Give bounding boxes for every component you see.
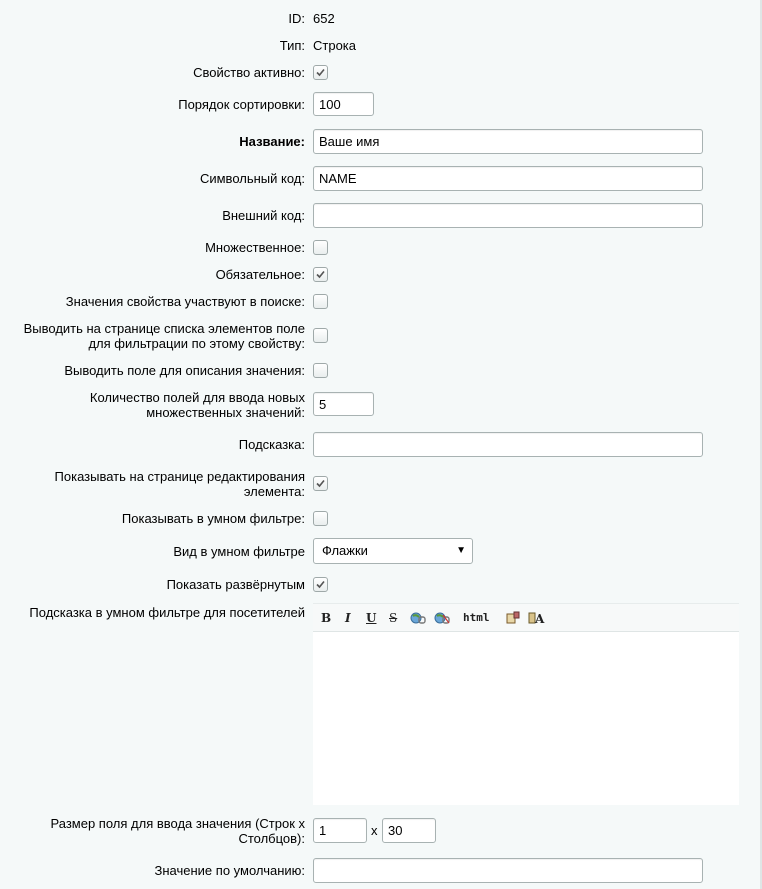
size-cols-input[interactable]: [382, 818, 436, 843]
type-value: Строка: [313, 38, 357, 53]
multiple-label: Множественное:: [205, 240, 305, 255]
show-expanded-label: Показать развёрнутым: [166, 577, 305, 592]
hint-input[interactable]: [313, 432, 703, 457]
active-label: Свойство активно:: [193, 65, 305, 80]
hint-label: Подсказка:: [238, 437, 305, 452]
filtrable-label-line2: для фильтрации по этому свойству:: [88, 336, 305, 351]
code-input[interactable]: [313, 166, 703, 191]
name-input[interactable]: [313, 129, 703, 154]
filter-hint-label: Подсказка в умном фильтре для посетителей: [29, 605, 305, 620]
size-label-line1: Размер поля для ввода значения (Строк х: [50, 816, 305, 831]
multiple-cnt-input[interactable]: [313, 392, 374, 416]
smart-filter-view-select[interactable]: [313, 538, 473, 564]
format-paint-icon[interactable]: [505, 611, 521, 625]
filtrable-label-line1: Выводить на странице списка элементов поле: [23, 321, 305, 336]
with-description-label: Выводить поле для описания значения:: [64, 363, 305, 378]
filtrable-checkbox[interactable]: [313, 328, 328, 343]
text-color-icon[interactable]: [528, 611, 545, 625]
italic-icon[interactable]: I: [345, 611, 351, 625]
sort-input[interactable]: [313, 92, 374, 116]
default-value-input[interactable]: [313, 858, 703, 883]
active-checkbox[interactable]: [313, 65, 328, 80]
multiple-cnt-label-line1: Количество полей для ввода новых: [89, 390, 305, 405]
bold-icon[interactable]: B: [321, 611, 332, 625]
size-separator: х: [371, 823, 378, 838]
svg-text:A: A: [535, 612, 545, 625]
default-value-label: Значение по умолчанию:: [154, 863, 305, 878]
size-label-line2: Столбцов):: [238, 831, 305, 846]
checkmark-icon: [315, 269, 326, 280]
sort-label: Порядок сортировки:: [178, 97, 305, 112]
xml-id-label: Внешний код:: [222, 208, 305, 223]
checkmark-icon: [315, 478, 326, 489]
id-label: ID:: [288, 11, 305, 26]
smart-filter-checkbox[interactable]: [313, 511, 328, 526]
checkmark-icon: [315, 579, 326, 590]
size-rows-input[interactable]: [313, 818, 367, 843]
searchable-checkbox[interactable]: [313, 294, 328, 309]
smart-filter-view-label: Вид в умном фильтре: [173, 544, 305, 559]
insert-link-icon[interactable]: [410, 611, 426, 625]
strikethrough-icon[interactable]: S: [389, 611, 398, 625]
show-on-edit-label-line1: Показывать на странице редактирования: [54, 469, 305, 484]
underline-icon[interactable]: U: [366, 611, 377, 625]
required-checkbox[interactable]: [313, 267, 328, 282]
show-on-edit-label-line2: элемента:: [243, 484, 305, 499]
remove-link-icon[interactable]: [434, 611, 450, 625]
required-label: Обязательное:: [215, 267, 305, 282]
smart-filter-view-selected: Флажки: [322, 543, 368, 558]
dropdown-arrow-icon: ▼: [456, 545, 466, 556]
checkmark-icon: [315, 67, 326, 78]
show-on-edit-checkbox[interactable]: [313, 476, 328, 491]
id-value: 652: [313, 11, 335, 26]
multiple-checkbox[interactable]: [313, 240, 328, 255]
xml-id-input[interactable]: [313, 203, 703, 228]
with-description-checkbox[interactable]: [313, 363, 328, 378]
show-expanded-checkbox[interactable]: [313, 577, 328, 592]
type-label: Тип:: [279, 38, 305, 53]
html-mode-icon[interactable]: html: [463, 611, 490, 624]
code-label: Символьный код:: [199, 171, 305, 186]
name-label: Название:: [239, 134, 305, 149]
multiple-cnt-label-line2: множественных значений:: [146, 405, 305, 420]
editor-toolbar: [313, 604, 739, 632]
searchable-label: Значения свойства участвуют в поиске:: [65, 294, 305, 309]
filter-hint-editor: [313, 603, 739, 805]
smart-filter-label: Показывать в умном фильтре:: [121, 511, 305, 526]
